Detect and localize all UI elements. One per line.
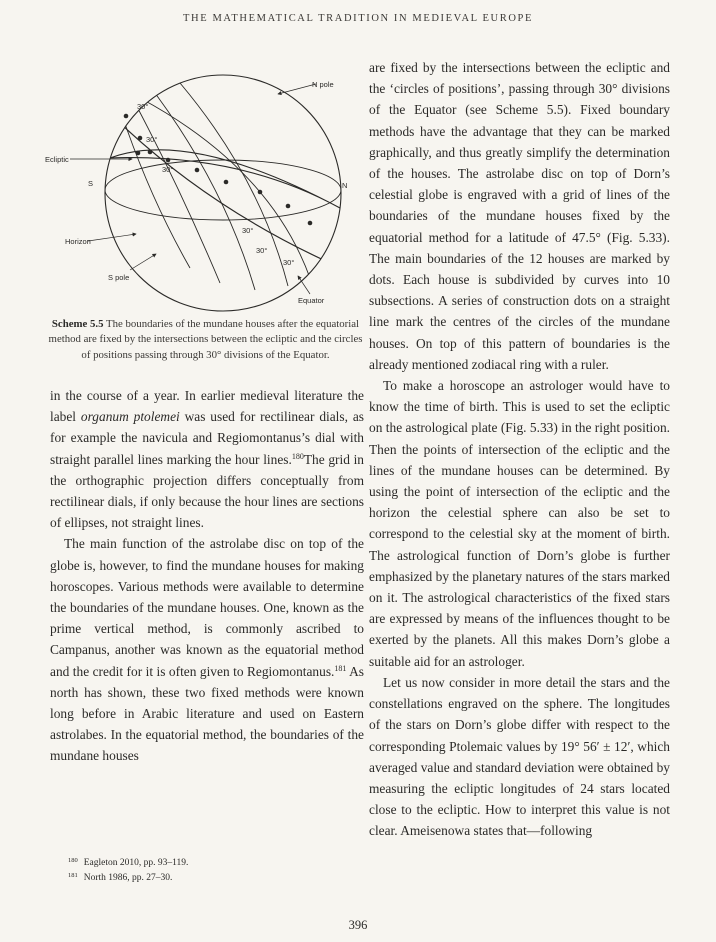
degree-label: 30° xyxy=(146,135,158,144)
degree-label: 30° xyxy=(283,258,295,267)
italic-term: organum ptolemei xyxy=(80,409,180,425)
footnote-ref[interactable]: 181 xyxy=(334,663,347,673)
equator-label: Equator xyxy=(298,296,325,305)
paragraph: To make a horoscope an astrologer would have to know the time of birth. This is used to set the ecliptic on the astrological plate (Fig. 5.33) in the right position. Then the points of intersection of the ecliptic and the lines of the mundane houses can be determined. By using the point of intersection of the ecliptic and the horizon the celestial sphere can also be set to correspond to the celestial sky at the moment of birth. The astrological function of Dorn’s globe is further emphasized by the planetary natures of the stars marked on it. The astrological characteristics of the fixed stars are expressed by means of the influences thought to be exerted by the planets. All this makes Dorn’s globe a suitable aid for an astrologer. xyxy=(369,378,670,669)
footnote: $^{180}$ Eagleton 2010, pp. 93–119. xyxy=(68,857,189,868)
n-pole-label: N pole xyxy=(312,80,334,89)
figure-caption xyxy=(48,317,363,363)
degree-label: 30° xyxy=(162,165,174,174)
s-pole-label: S pole xyxy=(108,273,130,282)
ecliptic-label: Ecliptic xyxy=(45,155,69,164)
degree-label: 30° xyxy=(256,246,268,255)
footnotes xyxy=(68,856,358,885)
paragraph: The main function of the astrolabe disc on top of the globe is, however, to find the mundane houses for making horoscopes. Various methods were available to determine the boundaries of the mundane houses. One, known as the prime vertical method, is commonly ascribed to Campanus, another was known as the equatorial method and the credit for it is often given to Regiomontanus.$^{181}$ As north has shown, these two fixed methods were known long before in Arabic literature and used on Eastern astrolabes. In the equatorial method, the boundaries of the mundane houses xyxy=(50,536,364,764)
degree-label: 30° xyxy=(242,226,254,235)
paragraph: Let us now consider in more detail the stars and the constellations engraved on the sphere. The longitudes of the stars on Dorn’s globe differ with respect to the corresponding Ptolemaic values by 19° 56′ ± 12′, which averaged value and standard deviation were obtained by measuring the ecliptic longitudes of 24 stars located close to the ecliptic. How to interpret this value is not clear. Ameisenowa states that—following xyxy=(369,674,670,839)
paragraph: in the course of a year. In earlier medieval literature the label organum ptolemei was used for rectilinear dials, as for example the navicula and Regiomontanus’s dial with straight parallel lines marking the hour lines.$^{180}$The grid in the orthographic projection differs conceptually from rectilinear dials, if only because the hour lines are sections of ellipses, not straight lines. xyxy=(50,388,365,531)
caption-text: The boundaries of the mundane houses after the equatorial method are fixed by the intersections between the ecliptic and the circles of positions passing through 30° divisions of the Equator. xyxy=(48,318,363,361)
footnote-ref[interactable]: 180 xyxy=(291,451,304,461)
right-column xyxy=(369,57,670,842)
meridian-line xyxy=(140,98,310,278)
page-number: 396 xyxy=(348,918,368,932)
celestial-sphere-diagram xyxy=(40,58,370,313)
degree-label: 30° xyxy=(137,102,149,111)
horizon-label: Horizon xyxy=(65,237,91,246)
paragraph: are fixed by the intersections between the ecliptic and the ‘circles of positions’, passing through 30° divisions of the Equator (see Scheme 5.5). Fixed boundary methods have the advantage that they can be marked graphically, and thus greatly simplify the determination of the houses. The astrolabe disc on top of Dorn’s celestial globe is engraved with a grid of lines of the boundaries of the mundane houses fixed by the equatorial method for a latitude of 47.5° (Fig. 5.33). The main boundaries of the 12 houses are marked by dots. Each house is subdivided by curves into 10 subsections. A series of construction dots on a straight line mark the centres of the circles of the mundane houses. On top of this pattern of boundaries is the already mentioned zodiacal ring with a ruler. xyxy=(369,60,670,372)
ecliptic-line xyxy=(110,150,340,208)
sphere-svg xyxy=(40,58,370,313)
running-head: THE MATHEMATICAL TRADITION IN MEDIEVAL EUROPE xyxy=(183,13,533,24)
horizon-line xyxy=(105,160,341,220)
boundary-dots xyxy=(124,114,313,226)
caption-label: Scheme 5.5 xyxy=(51,318,104,330)
footnote: $^{181}$ North 1986, pp. 27–30. xyxy=(68,871,173,883)
n-label: N xyxy=(342,181,348,190)
left-column xyxy=(50,385,364,767)
s-label: S xyxy=(88,179,94,188)
